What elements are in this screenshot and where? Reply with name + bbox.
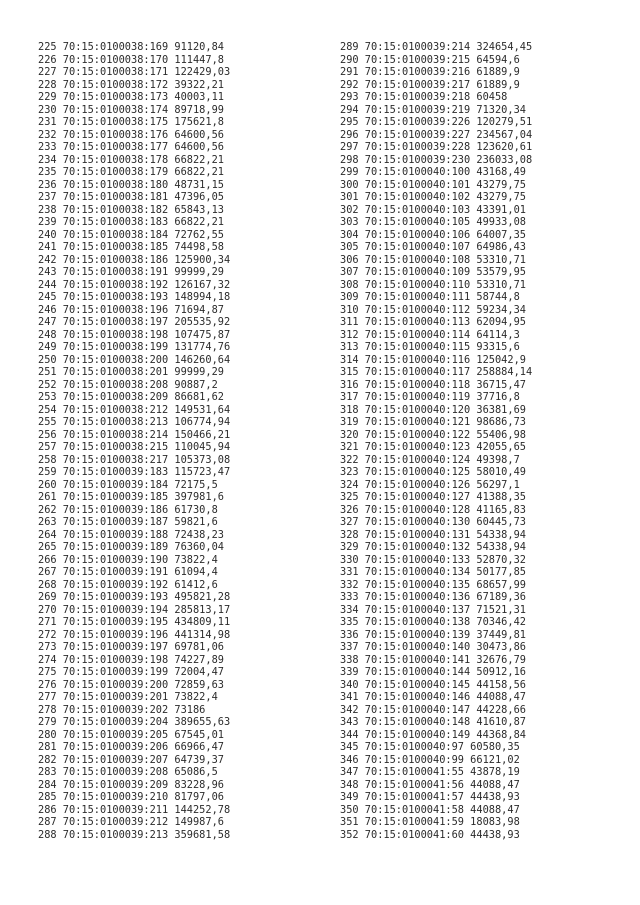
record-line: 238 70:15:0100038:182 65843,13 <box>38 203 224 216</box>
record-line: 269 70:15:0100039:193 495821,28 <box>38 591 231 603</box>
record-line: 236 70:15:0100038:180 48731,15 <box>38 178 224 191</box>
record-line: 240 70:15:0100038:184 72762,55 <box>38 228 224 241</box>
record-line: 297 70:15:0100039:228 123620,61 <box>340 141 533 153</box>
record-line: 344 70:15:0100040:149 44368,84 <box>340 728 526 741</box>
record-line: 228 70:15:0100038:172 39322,21 <box>38 78 224 91</box>
record-line: 342 70:15:0100040:147 44228,66 <box>340 703 526 716</box>
record-line: 288 70:15:0100039:213 359681,58 <box>38 828 231 841</box>
record-line: 227 70:15:0100038:171 122429,03 <box>38 66 231 78</box>
record-line: 290 70:15:0100039:215 64594,6 <box>340 53 520 66</box>
record-line: 248 70:15:0100038:198 107475,87 <box>38 328 231 341</box>
record-line: 337 70:15:0100040:140 30473,86 <box>340 641 526 653</box>
record-line: 271 70:15:0100039:195 434809,11 <box>38 616 231 628</box>
record-line: 241 70:15:0100038:185 74498,58 <box>38 241 224 253</box>
record-line: 314 70:15:0100040:116 125042,9 <box>340 353 526 366</box>
record-line: 279 70:15:0100039:204 389655,63 <box>38 716 231 728</box>
record-line: 246 70:15:0100038:196 71694,87 <box>38 303 224 316</box>
record-line: 262 70:15:0100039:186 61730,8 <box>38 503 218 516</box>
record-line: 260 70:15:0100039:184 72175,5 <box>38 478 218 491</box>
record-line: 225 70:15:0100038:169 91120,84 <box>38 41 224 53</box>
record-line: 347 70:15:0100041:55 43878,19 <box>340 766 520 778</box>
record-line: 289 70:15:0100039:214 324654,45 <box>340 41 533 53</box>
record-line: 302 70:15:0100040:103 43391,01 <box>340 203 526 216</box>
record-line: 250 70:15:0100038:200 146260,64 <box>38 353 231 366</box>
record-line: 343 70:15:0100040:148 41610,87 <box>340 716 526 728</box>
record-line: 229 70:15:0100038:173 40003,11 <box>38 91 224 103</box>
record-line: 300 70:15:0100040:101 43279,75 <box>340 178 526 191</box>
record-line: 253 70:15:0100038:209 86681,62 <box>38 391 224 403</box>
record-line: 322 70:15:0100040:124 49398,7 <box>340 453 520 466</box>
record-line: 296 70:15:0100039:227 234567,04 <box>340 128 533 141</box>
record-line: 307 70:15:0100040:109 53579,95 <box>340 266 526 278</box>
record-line: 329 70:15:0100040:132 54338,94 <box>340 541 526 553</box>
record-line: 256 70:15:0100038:214 150466,21 <box>38 428 231 441</box>
record-line: 315 70:15:0100040:117 258884,14 <box>340 366 533 378</box>
record-line: 312 70:15:0100040:114 64114,3 <box>340 328 520 341</box>
record-line: 330 70:15:0100040:133 52870,32 <box>340 553 526 566</box>
record-line: 295 70:15:0100039:226 120279,51 <box>340 116 533 128</box>
record-line: 237 70:15:0100038:181 47396,05 <box>38 191 224 203</box>
record-line: 331 70:15:0100040:134 50177,85 <box>340 566 526 578</box>
record-line: 309 70:15:0100040:111 58744,8 <box>340 291 520 303</box>
record-line: 281 70:15:0100039:206 66966,47 <box>38 741 224 753</box>
record-line: 311 70:15:0100040:113 62094,95 <box>340 316 526 328</box>
record-line: 308 70:15:0100040:110 53310,71 <box>340 278 526 291</box>
record-line: 233 70:15:0100038:177 64600,56 <box>38 141 224 153</box>
record-line: 304 70:15:0100040:106 64007,35 <box>340 228 526 241</box>
record-line: 305 70:15:0100040:107 64986,43 <box>340 241 526 253</box>
record-line: 292 70:15:0100039:217 61889,9 <box>340 78 520 91</box>
record-line: 334 70:15:0100040:137 71521,31 <box>340 603 526 616</box>
record-line: 287 70:15:0100039:212 149987,6 <box>38 816 224 828</box>
record-line: 286 70:15:0100039:211 144252,78 <box>38 803 231 816</box>
record-line: 294 70:15:0100039:219 71320,34 <box>340 103 526 116</box>
record-line: 274 70:15:0100039:198 74227,89 <box>38 653 224 666</box>
record-line: 259 70:15:0100039:183 115723,47 <box>38 466 231 478</box>
record-line: 350 70:15:0100041:58 44088,47 <box>340 803 520 816</box>
record-line: 261 70:15:0100039:185 397981,6 <box>38 491 224 503</box>
record-line: 239 70:15:0100038:183 66822,21 <box>38 216 224 228</box>
record-line: 313 70:15:0100040:115 93315,6 <box>340 341 520 353</box>
left-column <box>38 41 230 841</box>
record-line: 270 70:15:0100039:194 285813,17 <box>38 603 231 616</box>
record-line: 276 70:15:0100039:200 72859,63 <box>38 678 224 691</box>
record-line: 291 70:15:0100039:216 61889,9 <box>340 66 520 78</box>
record-line: 339 70:15:0100040:144 50912,16 <box>340 666 526 678</box>
record-line: 325 70:15:0100040:127 41388,35 <box>340 491 526 503</box>
record-line: 254 70:15:0100038:212 149531,64 <box>38 403 231 416</box>
record-line: 316 70:15:0100040:118 36715,47 <box>340 378 526 391</box>
record-line: 266 70:15:0100039:190 73822,4 <box>38 553 218 566</box>
record-line: 333 70:15:0100040:136 67189,36 <box>340 591 526 603</box>
record-line: 318 70:15:0100040:120 36381,69 <box>340 403 526 416</box>
record-line: 258 70:15:0100038:217 105373,08 <box>38 453 231 466</box>
record-line: 264 70:15:0100039:188 72438,23 <box>38 528 224 541</box>
record-line: 267 70:15:0100039:191 61094,4 <box>38 566 218 578</box>
record-line: 243 70:15:0100038:191 99999,29 <box>38 266 224 278</box>
record-line: 277 70:15:0100039:201 73822,4 <box>38 691 218 703</box>
record-line: 336 70:15:0100040:139 37449,81 <box>340 628 526 641</box>
record-line: 351 70:15:0100041:59 18083,98 <box>340 816 520 828</box>
record-line: 252 70:15:0100038:208 90887,2 <box>38 378 218 391</box>
record-line: 298 70:15:0100039:230 236033,08 <box>340 153 533 166</box>
record-line: 293 70:15:0100039:218 60458 <box>340 91 508 103</box>
record-line: 346 70:15:0100040:99 66121,02 <box>340 753 520 766</box>
record-line: 345 70:15:0100040:97 60580,35 <box>340 741 520 753</box>
record-line: 245 70:15:0100038:193 148994,18 <box>38 291 231 303</box>
record-line: 255 70:15:0100038:213 106774,94 <box>38 416 231 428</box>
record-line: 231 70:15:0100038:175 175621,8 <box>38 116 224 128</box>
record-line: 324 70:15:0100040:126 56297,1 <box>340 478 520 491</box>
record-line: 341 70:15:0100040:146 44088,47 <box>340 691 526 703</box>
record-line: 235 70:15:0100038:179 66822,21 <box>38 166 224 178</box>
record-line: 301 70:15:0100040:102 43279,75 <box>340 191 526 203</box>
record-line: 275 70:15:0100039:199 72004,47 <box>38 666 224 678</box>
record-line: 310 70:15:0100040:112 59234,34 <box>340 303 526 316</box>
record-line: 320 70:15:0100040:122 55406,98 <box>340 428 526 441</box>
record-line: 244 70:15:0100038:192 126167,32 <box>38 278 231 291</box>
record-line: 247 70:15:0100038:197 205535,92 <box>38 316 231 328</box>
record-line: 226 70:15:0100038:170 111447,8 <box>38 53 224 66</box>
record-line: 242 70:15:0100038:186 125900,34 <box>38 253 231 266</box>
record-line: 282 70:15:0100039:207 64739,37 <box>38 753 224 766</box>
record-line: 263 70:15:0100039:187 59821,6 <box>38 516 218 528</box>
record-line: 268 70:15:0100039:192 61412,6 <box>38 578 218 591</box>
record-line: 335 70:15:0100040:138 70346,42 <box>340 616 526 628</box>
record-line: 328 70:15:0100040:131 54338,94 <box>340 528 526 541</box>
record-line: 283 70:15:0100039:208 65086,5 <box>38 766 218 778</box>
record-line: 284 70:15:0100039:209 83228,96 <box>38 778 224 791</box>
record-line: 319 70:15:0100040:121 98686,73 <box>340 416 526 428</box>
record-line: 340 70:15:0100040:145 44158,56 <box>340 678 526 691</box>
record-line: 327 70:15:0100040:130 60445,73 <box>340 516 526 528</box>
record-line: 332 70:15:0100040:135 68657,99 <box>340 578 526 591</box>
record-line: 251 70:15:0100038:201 99999,29 <box>38 366 224 378</box>
record-line: 321 70:15:0100040:123 42055,65 <box>340 441 526 453</box>
record-line: 234 70:15:0100038:178 66822,21 <box>38 153 224 166</box>
record-line: 349 70:15:0100041:57 44438,93 <box>340 791 520 803</box>
record-line: 326 70:15:0100040:128 41165,83 <box>340 503 526 516</box>
record-line: 273 70:15:0100039:197 69781,06 <box>38 641 224 653</box>
record-line: 232 70:15:0100038:176 64600,56 <box>38 128 224 141</box>
record-line: 299 70:15:0100040:100 43168,49 <box>340 166 526 178</box>
record-line: 338 70:15:0100040:141 32676,79 <box>340 653 526 666</box>
record-line: 303 70:15:0100040:105 49933,08 <box>340 216 526 228</box>
record-line: 249 70:15:0100038:199 131774,76 <box>38 341 231 353</box>
record-line: 257 70:15:0100038:215 110045,94 <box>38 441 231 453</box>
record-line: 306 70:15:0100040:108 53310,71 <box>340 253 526 266</box>
right-column <box>340 41 532 841</box>
record-line: 272 70:15:0100039:196 441314,98 <box>38 628 231 641</box>
record-line: 265 70:15:0100039:189 76360,04 <box>38 541 224 553</box>
record-line: 230 70:15:0100038:174 89718,99 <box>38 103 224 116</box>
record-line: 280 70:15:0100039:205 67545,01 <box>38 728 224 741</box>
record-line: 278 70:15:0100039:202 73186 <box>38 703 206 716</box>
record-line: 348 70:15:0100041:56 44088,47 <box>340 778 520 791</box>
record-line: 285 70:15:0100039:210 81797,06 <box>38 791 224 803</box>
record-line: 323 70:15:0100040:125 58010,49 <box>340 466 526 478</box>
record-line: 352 70:15:0100041:60 44438,93 <box>340 828 520 841</box>
record-line: 317 70:15:0100040:119 37716,8 <box>340 391 520 403</box>
